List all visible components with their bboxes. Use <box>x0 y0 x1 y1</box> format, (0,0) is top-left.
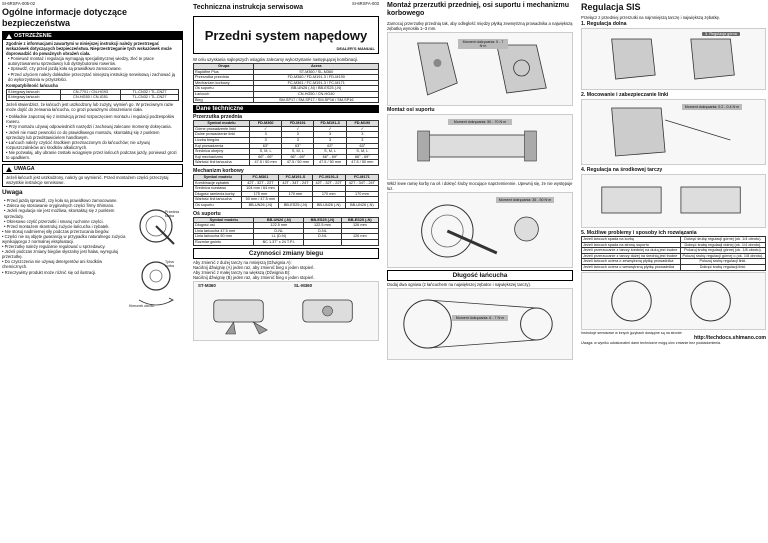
crank-install-text: Włóż lewe ramię korby na oś i dokręć śruby mocujące naprzemiennie. Upewnij się, że nie występuje luz. <box>387 181 573 192</box>
table-cell: Wartość linii łańcucha <box>194 160 250 166</box>
table-header-cell: BB-ES25 (-N) <box>304 217 341 223</box>
caution-header <box>3 165 182 174</box>
table-header-cell: BB-ES25 (-N) <box>341 217 378 223</box>
adjust-4-illustration <box>582 175 765 227</box>
table-cell: Dokręć śrubę regulacji linki. <box>680 265 765 271</box>
table-cell: Poluzuj śrubę regulacji górnej o (ok. 1/8 obrotu). <box>680 253 765 259</box>
table-cell: Linia łańcucha 47.5 mm <box>194 228 254 234</box>
table-cell: FD-M360 / FD-M191-3 / FD-M190 <box>254 75 379 81</box>
table-cell: FC-M361 / FC-M191-3 / FC-M171 <box>254 80 379 86</box>
table-cell: Jeżeli łańcuch ociera o wewnętrzną płytkę prowadnika <box>582 265 681 271</box>
table-cell: 3 <box>314 132 346 138</box>
problems-heading: 5. Możliwe problemy i sposoby ich rozwiązania <box>581 230 697 237</box>
table-header-cell: Symbol modelu <box>194 175 242 181</box>
footer-url[interactable]: http://techdocs.shimano.com <box>693 335 766 342</box>
table-cell: 47.5 / 50 mm <box>314 160 346 166</box>
table-header-cell: BB-UN26 (-N) <box>254 217 304 223</box>
table-header-cell: FC-M191-S <box>279 175 312 181</box>
table-cell: 122.5 mm <box>304 223 341 229</box>
table-cell: 63° <box>250 143 282 149</box>
table-cell: Poluzuj śrubę regulacji linki. <box>680 259 765 265</box>
table-cell: 3 <box>250 132 282 138</box>
fd-spec-table <box>193 120 379 166</box>
table-cell: S, M, L <box>282 149 314 155</box>
table-cell: Oś suportu <box>194 86 254 92</box>
note-heading: Uwaga <box>2 189 23 197</box>
table-cell: 3 <box>314 138 346 144</box>
caution-body <box>3 174 182 186</box>
sis-column <box>579 0 768 543</box>
table-cell <box>304 239 341 245</box>
bb-spec-table <box>193 217 379 246</box>
note-body <box>0 198 185 309</box>
warning-triangle-icon <box>6 34 12 39</box>
combo-intro: W celu uzyskania najlepszych osiągów zalecamy wykorzystanie następującej kombinacji. <box>193 57 359 62</box>
table-cell: BB-UN26 (-N) <box>242 202 279 208</box>
table-cell: ✓ <box>282 126 314 132</box>
table-cell: 42T - 34T - 24T <box>279 180 312 186</box>
table-row <box>7 95 179 101</box>
title-box <box>193 16 379 54</box>
chain-table-caption: Kompatybilność łańcucha <box>6 82 58 88</box>
table-cell: Linia łańcucha 50 mm <box>194 234 254 240</box>
warning-header <box>3 32 182 40</box>
table-cell: 63° <box>346 143 378 149</box>
crank-spec-table <box>193 174 379 209</box>
table-cell: 47.5 / 50 mm <box>250 160 282 166</box>
table-cell: LL (D-N) <box>254 234 304 240</box>
adjust-2-figure <box>581 99 766 165</box>
table-cell: D-NL <box>304 234 341 240</box>
rear-crank-label: Tylna korba <box>165 260 174 269</box>
caution-box <box>2 164 183 187</box>
table-cell: 170 mm <box>312 191 345 197</box>
table-cell: Jeżeli przerzucanie z tarczy dużej na średnią jest trudne <box>582 253 681 259</box>
adjust-label: 3. Regulacja górna <box>702 32 740 36</box>
warning-item: • Przed użyciem należy dokładnie przeczytać niniejszą instrukcję serwisową i zachować ją do wykorzystania w przyszłości. <box>8 72 179 82</box>
table-cell: Poluzuj śrubę regulacji górnej (ok. 1/8 obrotu). <box>680 248 765 254</box>
table-cell: BC 1.37" x 24 T.P.I. <box>254 239 304 245</box>
table-cell: 104 mm / 64 mm <box>242 186 279 192</box>
table-cell: 9-biegowy łańcuch <box>7 89 61 95</box>
bb-install-heading: Montaż osi suportu <box>387 107 435 113</box>
table-cell: Oś suportu <box>194 202 242 208</box>
crank-spec-heading: Mechanizm korbowy <box>193 168 244 174</box>
torque-box-3: Moment dokręcania: 35 - 50 N·m <box>496 197 554 203</box>
main-title: Przedni system napędowy <box>204 27 368 43</box>
table-cell: SM-SP17 / SM-SP17 / SM-SP16 / SM-SP16 <box>254 97 379 103</box>
table-cell: Liczba biegów <box>194 138 250 144</box>
chain-length-figure <box>387 288 573 360</box>
table-cell: Średnica rozstawu <box>194 186 242 192</box>
warning-list <box>6 56 179 81</box>
shifting-text: Aby zmienić z dużej tarczy na mniejszą (Dźwignia A): Naciśnij dźwignię (A) jeden raz, aby zmienić bieg o jeden stopień. Aby zmienić z małej tarczy na większą (Dźwignia B): Naciśnij dźwignię (B) jeden raz, aby zmienić bieg o jeden stopień. <box>193 259 315 280</box>
table-cell: BB-UN26 (-N) <box>312 202 345 208</box>
shifter-figure <box>193 281 379 341</box>
table-cell: Wartość linii łańcucha <box>194 197 242 203</box>
install-column <box>385 0 575 543</box>
caution-triangle-icon <box>6 167 12 172</box>
table-row <box>582 265 766 271</box>
manual-column <box>191 0 381 543</box>
note-item: • Zaleca się stosowanie oryginalnych części firmy Shimano. <box>4 203 129 208</box>
table-cell: BB-UN26 (-N) <box>345 202 378 208</box>
table-header-cell: FD-M191 <box>282 121 314 127</box>
table-cell: 66° - 69° <box>282 154 314 160</box>
torque-box-5: Moment dokręcania: 0.2 - 0.4 N·m <box>682 104 742 110</box>
bb-spec-heading: Oś suportu <box>193 210 221 217</box>
front-crank-label: Przednia korba <box>165 210 180 219</box>
table-header-cell: FD-M360 <box>250 121 282 127</box>
table-cell: 66° - 69° <box>250 154 282 160</box>
table-cell: 3 <box>250 138 282 144</box>
torque-box-1: Moment dokręcania: 5 - 7 N·m <box>458 39 508 49</box>
table-cell: 47.5 / 50 mm <box>282 160 314 166</box>
table-cell: Jeżeli łańcuch spada na korbę <box>582 237 681 243</box>
table-cell: Dokręć śrubę regulacji górnej (ok. 1/4 obrotu). <box>680 237 765 243</box>
table-header-cell: Symbol modelu <box>194 121 250 127</box>
table-cell: Średnica obejmy <box>194 149 250 155</box>
table-row <box>194 180 379 186</box>
tech-data-header: Dane techniczne <box>193 105 379 113</box>
table-row <box>582 253 766 259</box>
table-cell: 63° <box>314 143 346 149</box>
chain-length-text: Dodaj dwa ogniwa (z łańcuchem na największej zębatce i największej tarczy). <box>387 282 532 288</box>
table-cell: BB-UN26 (-N) / BB-ES25 (-N) <box>254 86 379 92</box>
table-row <box>194 160 379 166</box>
warning-item: • Ponieważ montaż i regulacja wymagają specjalistycznej wiedzy, zleć te prace autoryzowanemu sprzedawcy lub dystrybutorowi rowerów. <box>8 56 179 66</box>
manual-code: SI-6RSFA-003 <box>352 1 379 6</box>
st-m360-label: ST-M360 <box>198 282 216 288</box>
table-cell: 170 mm <box>345 191 378 197</box>
chain-compatibility-table <box>6 89 179 101</box>
table-cell: ✓ <box>250 126 282 132</box>
fd-install-figure <box>387 32 573 106</box>
warning-filler: • Dokładnie zapoznaj się z instrukcją przed rozpoczęciem montażu i regulacji podzespołów roweru. • Przy montażu używaj odpowiednich narzędzi i zachowaj zalecane momenty dokręcania. • Jeżeli nie masz pewności co do prawidłowego montażu, skontaktuj się z punktem sprzedaży lub przedstawicielem handlowym. • Łańcuch należy czyścić środkiem przeznaczonym do łańcuchów; nie używaj rozpuszczalników ani środków alkalicznych. • Nie pozwalaj, aby ubranie zostało wciągnięte przez łańcuch podczas jazdy, ponieważ grozi to upadkiem. <box>6 114 177 160</box>
sis-intro: Przełącz z przedniej przerzutki na najmniejszą tarczę i największą zębatkę. <box>581 15 721 20</box>
table-cell: Kąt mechanizmu <box>194 154 250 160</box>
table-row <box>194 239 379 245</box>
table-cell: S, M, L <box>250 149 282 155</box>
note-item: • Okresowo czyść przerzutki i smaruj ruchome części. <box>4 219 129 224</box>
sl-m360-label: SL-M360 <box>294 282 313 288</box>
table-cell: Górne prowadzenie linki <box>194 126 250 132</box>
table-cell: 50 mm / 47.5 mm <box>242 197 279 203</box>
table-cell: S, M, L <box>314 149 346 155</box>
adjust-1-illustration <box>582 29 765 89</box>
table-cell: ST-M360 / SL-M360 <box>254 69 379 75</box>
table-cell: 170 mm <box>279 191 312 197</box>
table-header-cell: FC-M361 <box>242 175 279 181</box>
table-cell: Dolne prowadzenie linki <box>194 132 250 138</box>
table-cell: Rozmiar gwintu <box>194 239 254 245</box>
table-cell: 175 mm <box>242 191 279 197</box>
warning-label: OSTRZEŻENIE <box>14 33 52 39</box>
safety-title: Ogólne informacje dotyczące bezpieczeństwa <box>2 7 128 28</box>
table-cell: 63° <box>282 143 314 149</box>
footer-note: Instrukcje serwisowe w innych językach dostępne są na stronie: <box>581 330 683 335</box>
table-header-cell: FC-M191-3 <box>312 175 345 181</box>
note-item: • Przed montażem skontroluj zużycie łańcucha i zębatek. <box>4 224 129 229</box>
bb-install-figure <box>387 114 573 180</box>
note-filler: • Nie stosuj nadmiernej siły podczas przerzucania biegów. • Części nie są objęte gwarancją w przypadku naturalnego zużycia wynikającego z normalnej eksploatacji. • Przerzutkę należy regularnie regulować u sprzedawcy. • Jeżeli podczas zmiany biegów słyszalny jest hałas, wyreguluj przerzutkę. • Do czyszczenia nie używaj detergentów ani środków chemicznych. • Rzeczywisty produkt może różnić się od ilustracji. <box>2 228 126 275</box>
crank-illustration <box>129 204 183 314</box>
fd-spec-heading: Przerzutka przednia <box>193 114 243 121</box>
table-cell: Rapidfire Plus <box>194 69 254 75</box>
table-cell: 3 <box>282 132 314 138</box>
table-cell: 3 <box>346 138 378 144</box>
table-header-cell: FC-M171 <box>345 175 378 181</box>
caution-intro: Jeżeli łańcuch jest uszkodzony, należy go wymienić. Przed montażem części przeczytaj wszystkie instrukcje serwisowe. <box>6 175 169 186</box>
footer-illustration <box>582 273 765 329</box>
torque-box-4: Moment dokręcania: 6 - 7 N·m <box>452 315 508 321</box>
table-header-cell: FD-M191-3 <box>314 121 346 127</box>
table-cell: 126 mm <box>341 234 378 240</box>
table-row <box>194 202 379 208</box>
combination-table <box>193 63 379 103</box>
table-header-cell: Acera <box>254 64 379 70</box>
chain-illustration <box>388 289 572 359</box>
warning-item: • Sprawdź, czy przed jazdą koła są prawidłowo zamocowane. <box>8 66 179 71</box>
rotation-label: Kierunek obrotu <box>129 304 155 309</box>
table-cell: D-NL <box>254 228 304 234</box>
table-cell: CN-7701 / CN-HG93 <box>61 89 121 95</box>
table-cell: 42T - 34T - 24T <box>345 180 378 186</box>
table-cell: Długość osi <box>194 223 254 229</box>
table-cell: Jeżeli łańcuch spada na stronę suportu <box>582 242 681 248</box>
footer-figure <box>581 272 766 330</box>
table-cell: 66° - 69° <box>314 154 346 160</box>
warning-intro: Zgodnie z informacjami zawartymi w niniejszej instrukcji należy przestrzegać wskazówek dotyczących bezpieczeństwa. Nieprzestrzeganie tych wskazówek może doprowadzić do poważnych obrażeń ciała. <box>6 41 172 57</box>
table-cell: Kąt prowadzenia <box>194 143 250 149</box>
install-title: Montaż przerzutki przedniej, osi suportu i mechanizmu korbowego <box>387 2 570 18</box>
table-cell: Kombinacje zębatek <box>194 180 242 186</box>
table-cell: 42T - 32T - 22T <box>242 180 279 186</box>
warning-box <box>2 31 183 162</box>
table-cell: Mechanizm korbowy <box>194 80 254 86</box>
table-cell: TL-CN32 / TL-CN27 <box>120 89 178 95</box>
table-cell: Długość ramienia korby <box>194 191 242 197</box>
table-cell: 42T - 32T - 22T <box>312 180 345 186</box>
table-cell: BB-ES25 (-N) <box>279 202 312 208</box>
adjust-4-heading: 4. Regulacja na środkowej tarczy <box>581 167 663 174</box>
adjust-2-heading: 2. Mocowanie i zabezpieczanie linki <box>581 92 669 99</box>
footer-small: Uwaga: w wyniku udoskonaleń dane techniczne mogą ulec zmianie bez powiadomienia. <box>581 341 722 346</box>
table-cell: ✓ <box>314 126 346 132</box>
table-row <box>582 248 766 254</box>
table-cell: D-NL <box>304 228 341 234</box>
table-cell <box>341 239 378 245</box>
adjust-1-figure <box>581 28 766 90</box>
fd-install-text: Zamocuj przerzutkę przednią tak, aby odległość między płytką zewnętrzną prowadnika a największą zębatką wynosiła 1–3 mm. <box>387 20 573 31</box>
shifting-header: Czynności zmiany biegu <box>193 248 379 259</box>
table-cell: CN-HG50 / CN-IG51 <box>61 95 121 101</box>
table-header-row <box>194 217 379 223</box>
table-cell: 66° - 69° <box>346 154 378 160</box>
table-cell: 122.5 mm <box>254 223 304 229</box>
table-cell: S, M, L <box>346 149 378 155</box>
table-cell: Łańcuch <box>194 92 254 98</box>
table-cell: CN-HG50 / CN-HG40 <box>254 92 379 98</box>
table-header-cell: Grupa <box>194 64 254 70</box>
adjust-1-heading: 1. Regulacja dolna <box>581 21 627 28</box>
table-cell: TL-CN32 / TL-CN27 <box>120 95 178 101</box>
dealer-label: DEALER'S MANUAL <box>336 46 375 51</box>
torque-box-2: Moment dokręcania: 50 - 70 N·m <box>448 119 512 125</box>
table-cell: 47.5 / 50 mm <box>346 160 378 166</box>
note-item: • Przed jazdą sprawdź, czy koła są prawidłowo zamocowane. <box>4 198 129 203</box>
table-cell: Jeżeli przerzucanie z tarczy średniej na dużą jest trudne <box>582 248 681 254</box>
table-header-cell: Symbol modelu <box>194 217 254 223</box>
table-cell: 3 <box>346 132 378 138</box>
note-item: • Jeżeli regulacja nie jest możliwa, skontaktuj się z punktem sprzedaży. <box>4 208 129 218</box>
table-cell: Przerzutka przednia <box>194 75 254 81</box>
adjust-4-figure <box>581 174 766 228</box>
shifter-illustration <box>194 282 378 340</box>
table-cell: 126 mm <box>341 223 378 229</box>
table-cell: Dokręć śrubę regulacji dolnej (ok. 1/4 obrotu). <box>680 242 765 248</box>
table-row <box>7 89 179 95</box>
warning-body <box>3 40 182 161</box>
table-header-cell: FD-M190 <box>346 121 378 127</box>
note-list <box>2 198 129 229</box>
warning-extra: Jeżeli stwierdzisz, że łańcuch jest uszkodzony lub zużyty, wymień go. W przeciwnym razie może dojść do zerwania łańcucha, co grozi poważnymi obrażeniami ciała. <box>6 102 174 113</box>
document-code: SI-6RSFA-005-02 <box>2 1 36 6</box>
manual-heading: Techniczna instrukcja serwisowa <box>193 4 303 11</box>
chain-length-header: Długość łańcucha <box>387 270 573 281</box>
crank-install-figure <box>387 192 573 268</box>
table-cell: 3 <box>282 138 314 144</box>
table-cell: 8-biegowy łańcuch <box>7 95 61 101</box>
problems-table <box>581 236 766 271</box>
table-cell: Bieg <box>194 97 254 103</box>
caution-label: UWAGA <box>14 166 35 173</box>
safety-column <box>0 0 185 543</box>
table-row <box>194 97 379 103</box>
sis-title: Regulacja SIS <box>581 2 641 12</box>
table-cell: Jeżeli łańcuch ociera o zewnętrzną płytkę prowadnika <box>582 259 681 265</box>
crank-install-illustration <box>388 193 572 267</box>
crank-figure <box>129 204 183 314</box>
table-cell: ✓ <box>346 126 378 132</box>
